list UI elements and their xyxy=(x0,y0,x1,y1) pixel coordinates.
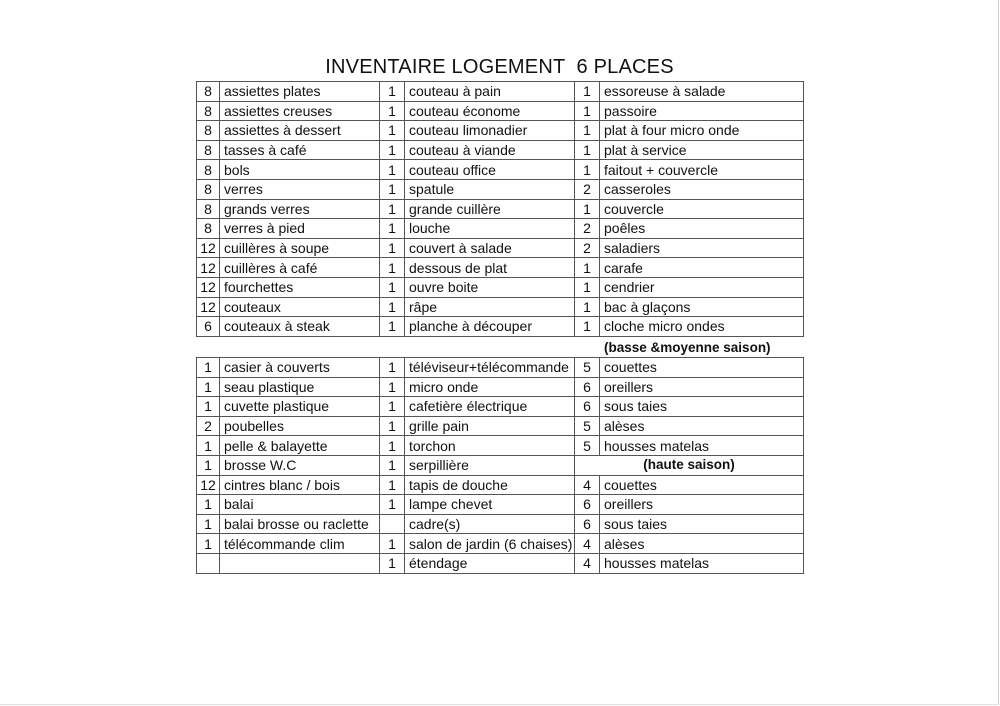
item-cell: spatule xyxy=(405,179,575,199)
qty-cell: 1 xyxy=(380,317,405,337)
item-cell: téléviseur+télécommande xyxy=(405,358,575,378)
item-cell: cuvette plastique xyxy=(220,397,380,417)
table-row xyxy=(197,475,804,495)
item-cell: balai brosse ou raclette xyxy=(220,514,380,534)
item-cell: couteaux à steak xyxy=(220,317,380,337)
qty-cell: 1 xyxy=(380,495,405,515)
qty-cell: 1 xyxy=(380,397,405,417)
season-label-basse: (basse &moyenne saison) xyxy=(604,340,771,355)
qty-cell xyxy=(197,553,220,573)
item-cell: grands verres xyxy=(220,199,380,219)
table-row xyxy=(197,199,804,219)
qty-cell: 8 xyxy=(197,160,220,180)
item-cell: brosse W.C xyxy=(220,455,380,475)
item-cell: couteaux xyxy=(220,297,380,317)
qty-cell: 8 xyxy=(197,199,220,219)
table-row xyxy=(197,436,804,456)
qty-cell: 1 xyxy=(380,121,405,141)
qty-cell: 1 xyxy=(380,358,405,378)
table-row xyxy=(197,416,804,436)
item-cell: alèses xyxy=(600,534,804,554)
item-cell: couettes xyxy=(600,475,804,495)
qty-cell: 4 xyxy=(575,553,600,573)
item-cell: couteau économe xyxy=(405,101,575,121)
qty-cell: 1 xyxy=(380,436,405,456)
item-cell: balai xyxy=(220,495,380,515)
item-cell: couvert à salade xyxy=(405,238,575,258)
qty-cell: 1 xyxy=(380,219,405,239)
qty-cell: 1 xyxy=(575,297,600,317)
item-cell: couettes xyxy=(600,358,804,378)
qty-cell: 6 xyxy=(575,495,600,515)
item-cell: cintres blanc / bois xyxy=(220,475,380,495)
qty-cell: 1 xyxy=(380,534,405,554)
table-row xyxy=(197,219,804,239)
qty-cell: 1 xyxy=(380,140,405,160)
item-cell: assiettes creuses xyxy=(220,101,380,121)
item-cell: louche xyxy=(405,219,575,239)
qty-cell: 1 xyxy=(380,475,405,495)
qty-cell: 6 xyxy=(575,377,600,397)
qty-cell: 1 xyxy=(197,455,220,475)
qty-cell: 1 xyxy=(575,121,600,141)
item-cell: passoire xyxy=(600,101,804,121)
season-label-haute: (haute saison) xyxy=(575,455,804,475)
qty-cell: 1 xyxy=(380,277,405,297)
item-cell: sous taies xyxy=(600,514,804,534)
qty-cell: 1 xyxy=(575,82,600,102)
qty-cell: 1 xyxy=(575,258,600,278)
table-row xyxy=(197,258,804,278)
qty-cell: 1 xyxy=(575,317,600,337)
table-row xyxy=(197,553,804,573)
qty-cell: 8 xyxy=(197,179,220,199)
table-row xyxy=(197,101,804,121)
table-row xyxy=(197,277,804,297)
item-cell: cloche micro ondes xyxy=(600,317,804,337)
qty-cell: 12 xyxy=(197,297,220,317)
item-cell: fourchettes xyxy=(220,277,380,297)
table-row xyxy=(197,514,804,534)
qty-cell: 1 xyxy=(197,514,220,534)
item-cell: salon de jardin (6 chaises) xyxy=(405,534,575,554)
qty-cell: 1 xyxy=(197,436,220,456)
item-cell: tapis de douche xyxy=(405,475,575,495)
inventory-table-kitchen xyxy=(196,81,804,337)
item-cell: torchon xyxy=(405,436,575,456)
qty-cell: 2 xyxy=(575,219,600,239)
item-cell: grande cuillère xyxy=(405,199,575,219)
qty-cell: 1 xyxy=(575,277,600,297)
qty-cell: 5 xyxy=(575,358,600,378)
item-cell: dessous de plat xyxy=(405,258,575,278)
qty-cell: 4 xyxy=(575,475,600,495)
table-row xyxy=(197,82,804,102)
qty-cell: 1 xyxy=(380,553,405,573)
qty-cell: 1 xyxy=(575,101,600,121)
item-cell: seau plastique xyxy=(220,377,380,397)
item-cell: cuillères à soupe xyxy=(220,238,380,258)
item-cell: couvercle xyxy=(600,199,804,219)
item-cell: bols xyxy=(220,160,380,180)
qty-cell: 8 xyxy=(197,140,220,160)
qty-cell: 1 xyxy=(380,238,405,258)
qty-cell: 6 xyxy=(575,514,600,534)
table-row xyxy=(197,121,804,141)
item-cell: couteau office xyxy=(405,160,575,180)
table-row xyxy=(197,140,804,160)
qty-cell: 1 xyxy=(380,179,405,199)
qty-cell: 12 xyxy=(197,277,220,297)
item-cell: housses matelas xyxy=(600,553,804,573)
table-row xyxy=(197,160,804,180)
table-row xyxy=(197,455,804,475)
table-row xyxy=(197,317,804,337)
item-cell: micro onde xyxy=(405,377,575,397)
item-cell: râpe xyxy=(405,297,575,317)
item-cell: plat à four micro onde xyxy=(600,121,804,141)
qty-cell: 1 xyxy=(380,160,405,180)
item-cell: verres xyxy=(220,179,380,199)
item-cell: assiettes plates xyxy=(220,82,380,102)
qty-cell: 2 xyxy=(575,179,600,199)
qty-cell: 12 xyxy=(197,238,220,258)
item-cell: plat à service xyxy=(600,140,804,160)
qty-cell: 2 xyxy=(197,416,220,436)
qty-cell xyxy=(380,514,405,534)
qty-cell: 8 xyxy=(197,219,220,239)
qty-cell: 12 xyxy=(197,475,220,495)
qty-cell: 1 xyxy=(380,82,405,102)
item-cell: faitout + couvercle xyxy=(600,160,804,180)
qty-cell: 1 xyxy=(575,140,600,160)
item-cell: alèses xyxy=(600,416,804,436)
item-cell: essoreuse à salade xyxy=(600,82,804,102)
table-row xyxy=(197,297,804,317)
item-cell: assiettes à dessert xyxy=(220,121,380,141)
item-cell: tasses à café xyxy=(220,140,380,160)
qty-cell: 1 xyxy=(380,258,405,278)
item-cell: grille pain xyxy=(405,416,575,436)
qty-cell: 1 xyxy=(197,534,220,554)
item-cell: saladiers xyxy=(600,238,804,258)
table-row xyxy=(197,534,804,554)
qty-cell: 8 xyxy=(197,101,220,121)
item-cell: planche à découper xyxy=(405,317,575,337)
qty-cell: 5 xyxy=(575,416,600,436)
qty-cell: 4 xyxy=(575,534,600,554)
qty-cell: 1 xyxy=(380,416,405,436)
item-cell: verres à pied xyxy=(220,219,380,239)
item-cell: poêles xyxy=(600,219,804,239)
qty-cell: 1 xyxy=(575,199,600,219)
qty-cell: 1 xyxy=(197,495,220,515)
item-cell: cafetière électrique xyxy=(405,397,575,417)
item-cell: télécommande clim xyxy=(220,534,380,554)
qty-cell: 1 xyxy=(197,397,220,417)
item-cell xyxy=(220,553,380,573)
item-cell: carafe xyxy=(600,258,804,278)
item-cell: sous taies xyxy=(600,397,804,417)
table-row xyxy=(197,179,804,199)
item-cell: pelle & balayette xyxy=(220,436,380,456)
qty-cell: 1 xyxy=(380,455,405,475)
item-cell: oreillers xyxy=(600,377,804,397)
item-cell: cadre(s) xyxy=(405,514,575,534)
item-cell: casseroles xyxy=(600,179,804,199)
item-cell: étendage xyxy=(405,553,575,573)
qty-cell: 1 xyxy=(380,199,405,219)
qty-cell: 1 xyxy=(380,377,405,397)
qty-cell: 1 xyxy=(197,377,220,397)
qty-cell: 8 xyxy=(197,82,220,102)
qty-cell: 1 xyxy=(197,358,220,378)
qty-cell: 6 xyxy=(575,397,600,417)
item-cell: poubelles xyxy=(220,416,380,436)
item-cell: housses matelas xyxy=(600,436,804,456)
item-cell: cendrier xyxy=(600,277,804,297)
item-cell: couteau à viande xyxy=(405,140,575,160)
qty-cell: 8 xyxy=(197,121,220,141)
table-row xyxy=(197,397,804,417)
item-cell: casier à couverts xyxy=(220,358,380,378)
table-row xyxy=(197,495,804,515)
item-cell: couteau limonadier xyxy=(405,121,575,141)
qty-cell: 1 xyxy=(380,101,405,121)
qty-cell: 1 xyxy=(380,297,405,317)
inventory-table-household xyxy=(196,357,804,574)
item-cell: couteau à pain xyxy=(405,82,575,102)
item-cell: lampe chevet xyxy=(405,495,575,515)
page-title: INVENTAIRE LOGEMENT 6 PLACES xyxy=(325,56,674,78)
qty-cell: 6 xyxy=(197,317,220,337)
qty-cell: 1 xyxy=(575,160,600,180)
item-cell: ouvre boite xyxy=(405,277,575,297)
qty-cell: 5 xyxy=(575,436,600,456)
qty-cell: 2 xyxy=(575,238,600,258)
qty-cell: 12 xyxy=(197,258,220,278)
table-row xyxy=(197,377,804,397)
item-cell: serpillière xyxy=(405,455,575,475)
item-cell: bac à glaçons xyxy=(600,297,804,317)
item-cell: cuillères à café xyxy=(220,258,380,278)
table-row xyxy=(197,358,804,378)
item-cell: oreillers xyxy=(600,495,804,515)
table-row xyxy=(197,238,804,258)
